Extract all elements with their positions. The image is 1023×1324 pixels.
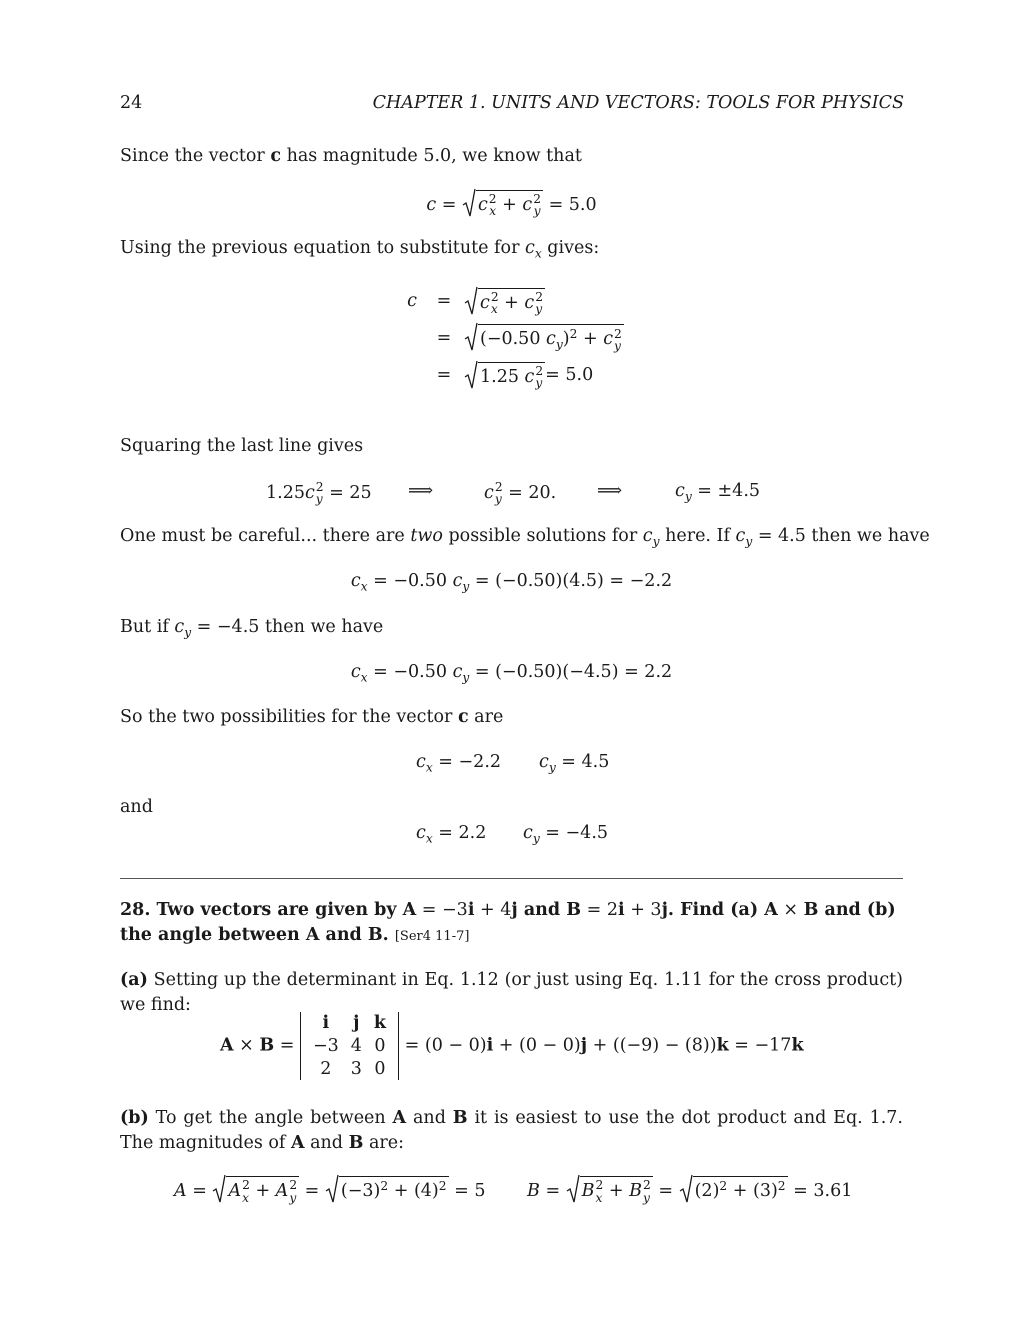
paragraph-5: But if $c_y = -4.5$ then we have	[120, 617, 384, 640]
determinant: i j k −3 4 0 2 3 0	[300, 1012, 399, 1080]
solution-1-cy: $c_y = 4.5$	[539, 752, 610, 775]
equation-cx-2: $c_x = -0.50$ $c_y = (-0.50)(-4.5) = 2.2$	[350, 662, 673, 685]
equation-square-1: 1.25c 2 y = 25	[266, 480, 372, 507]
equation-cx-1: $c_x = -0.50$ $c_y = (-0.50)(4.5) = -2.2$	[350, 571, 673, 594]
solution-2-cy: $c_y = -4.5$	[523, 823, 609, 846]
implies-arrow-1: ⟹	[408, 481, 434, 501]
paragraph-2: Using the previous equation to substitute for $c_x$ gives:	[120, 238, 600, 261]
part-b-text: (b) To get the angle between A and B it is easiest to use the dot product and Eq. 1.7. The magnitudes of A and B are:	[120, 1108, 903, 1153]
equation-square-3: $c_y = \pm 4.5$	[675, 481, 761, 504]
magnitude-b-equation: B = B 2 x + B 2 y = $(2)^2 + (3)^2 = 3.61$	[527, 1176, 852, 1204]
solution-2-cx: $c_x = 2.2$	[416, 823, 487, 846]
chapter-title: CHAPTER 1. UNITS AND VECTORS: TOOLS FOR PHYSICS	[372, 93, 904, 113]
solution-1-cx: $c_x = -2.2$	[416, 752, 502, 775]
aligned-equations: c = c 2 x + c 2 y = (−0.50 $c_y)^2 + c$ 2 y = 1.25 c 2 y = 5.0	[400, 283, 624, 394]
page-number: 24	[120, 93, 143, 113]
magnitude-a-equation: A = A 2 x + A 2 y = $(-3)^2 + (4)^2 = 5$	[174, 1176, 485, 1204]
paragraph-6: So the two possibilities for the vector c are	[120, 707, 504, 727]
paragraph-3: Squaring the last line gives	[120, 436, 364, 456]
paragraph-7: and	[120, 797, 153, 817]
source-reference: [Ser4 11-7]	[394, 928, 470, 944]
paragraph-1: Since the vector c has magnitude 5.0, we know that	[120, 146, 582, 166]
equation-square-2: c 2 y = 20.	[484, 480, 557, 507]
part-a-text: (a) Setting up the determinant in Eq. 1.12 (or just using Eq. 1.11 for the cross product) we find:	[120, 970, 903, 1015]
implies-arrow-2: ⟹	[597, 481, 623, 501]
equation-magnitude: c = c 2 x + c 2 y = 5.0	[0, 190, 1023, 218]
cross-product-equation: A × B = i j k −3 4 0 2 3 0 = (0 − 0)i + (0 − 0)j + ((−9) − (8))k = −17k	[220, 1013, 804, 1079]
problem-statement: 28. Two vectors are given by A = −3i + 4j and B = 2i + 3j. Find (a) A × B and (b) the angle between A and B. [Ser4 11-7]	[120, 900, 896, 945]
section-divider	[120, 878, 903, 879]
paragraph-4: One must be careful... there are two possible solutions for $c_y$ here. If $c_y = 4.5$ then we have	[120, 526, 930, 549]
